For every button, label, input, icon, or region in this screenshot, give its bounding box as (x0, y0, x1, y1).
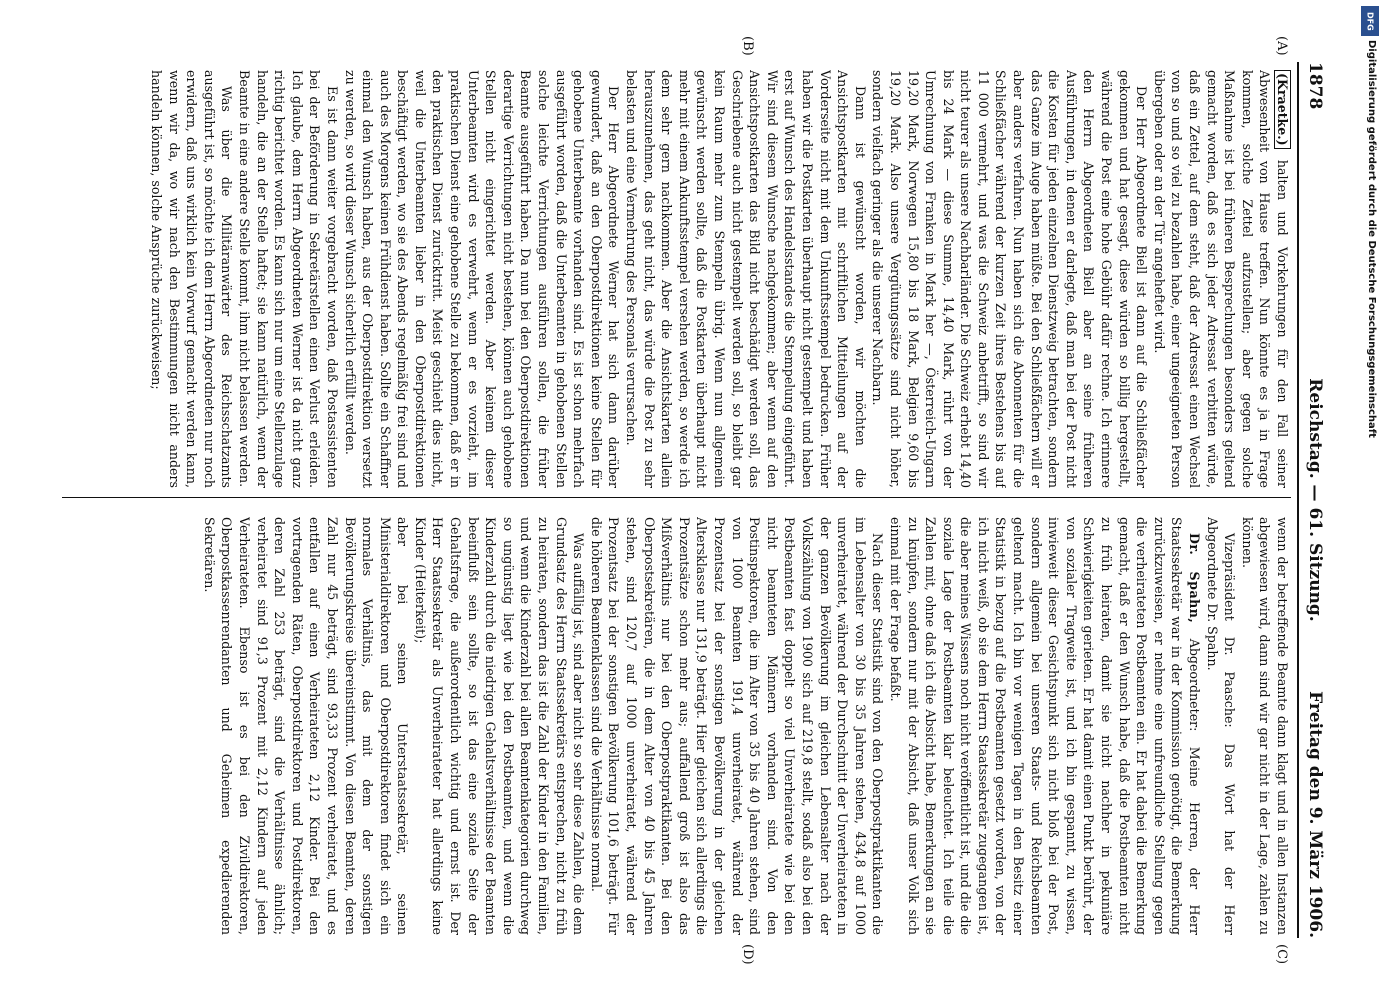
header-rule (1297, 62, 1299, 938)
margin-mark-c: (C) (1274, 944, 1289, 965)
digitization-note-text: Digitalisierung gefördert durch die Deutsche Forschungsgemeinschaft (1366, 40, 1377, 438)
paragraph-text: Abgeordneter: Meine Herren, der Herr Staatssekretär war in der Kommission genötigt, die Bemerkung zurückzuweisen, er nehme eine unfreundliche Stellung gegen die verheirateten Postbeamten ein. Er hat dabei die Bemerkung gemacht, daß er den Wunsch habe, daß die Postbeamten nicht zu früh heiraten, damit sie nicht nachher in pekuniäre Schwierigkeiten gerieten. Er hat damit einen Punkt berührt, der von sozialer Tragweite ist, und ich bin gespannt, zu wissen, inwieweit dieser Gesichtspunkt sich nicht bloß bei der Post, sondern allgemein bei unseren Staats- und Reichsbeamten geltend macht. Ich bin vor wenigen Tagen in den Besitz einer Statistik in bezug auf die Postbeamten gesetzt worden, von der ich nicht weiß, ob sie dem Herrn Staatssekretär zugegangen ist, die aber meines Wissens noch nicht veröffentlicht ist, und die die soziale Lage der Postbeamten klar beleuchtet. Ich teile die Zahlen mit, ohne daß ich die Absicht habe, Bemerkungen an sie zu knüpfen, sondern nur mit der Absicht, daß unser Volk sich einmal mit der Frage befaßt. (887, 517, 1203, 935)
paragraph: Es ist dann weiter vorgebracht worden, daß Postassistenten bei der Beförderung in Sekretärstellen einen Verlust erleiden. Ich glaube, dem Herrn Abgeordneten Werner ist da nicht ganz richtig berichtet worden. Es kann sich nur um eine Stellenzulage handeln, die an der Stelle haftet; sie kann natürlich, wenn der Beamte in eine andere Stelle kommt, ihm nicht belassen werden. (236, 70, 340, 488)
left-column (62, 70, 1291, 488)
paragraph: Der Herr Abgeordnete Biell ist dann auf die Schließfächer gekommen und hat gesagt, diese würden so billig hergestellt, während die Post eine hohe Gebühr dafür rechne. Ich erinnere den Herrn Abgeordneten Biell aber an seine früheren Ausführungen, in denen er darlegte, daß man bei der Post nicht die Kosten für jeden einzelnen Dienstzweig betrachten, sondern das Ganze im Auge haben müßte. Bei den Schließfächern will er aber anders verfahren. Nun haben sich die Abonnenten für die Schließfächer während der kurzen Zeit ihres Bestehens bis auf 11 000 vermehrt, und was die Schweiz anbetrifft, so sind wir nicht teurer als unsere Nachbarländer. Die Schweiz erhebt 14,40 bis 24 Mark — diese Summe, 14,40 Mark, rührt von der Umrechnung von Franken in Mark her —, Österreich-Ungarn 19,20 Mark, Norwegen 15,80 bis 18 Mark, Belgien 9,60 bis 19,20 Mark. Also unsere Vergütungssätze sind nicht höher, sondern vielfach geringer als die unserer Nachbarn. (870, 70, 1150, 488)
paragraph: Was über die Militäranwärter des Reichsschatzamts ausgeführt ist, so möchte ich dem Herrn Abgeordneten nur noch erwidern, daß uns wirklich kein Vorwurf gemacht werden kann, wenn wir da, wo wir nach den Bestimmungen nicht anders handeln können, solche Ansprüche zurückweisen; (149, 70, 235, 488)
margin-mark-d: (D) (740, 944, 755, 965)
right-column (62, 517, 1291, 935)
paragraph: Dann ist gewünscht worden, wir möchten die Ansichtspostkarten mit schriftlichen Mitteilungen auf der Vorderseite nicht mit dem Unkunftsstempel bedrucken. Früher haben wir die Postkarten überhaupt nicht gestempelt und haben erst auf Wunsch des Handelsstandes die Stempelung eingeführt. Wir sind diesem Wunsche nachgekommen; aber wenn auf den Ansichtspostkarten das Bild nicht beschädigt werden soll, das Geschriebene auch nicht gestempelt werden soll, so bleibt gar kein Raum mehr zum Stempeln übrig. Wenn nun allgemein gewünscht werden sollte, daß die Postkarten überhaupt nicht mehr mit einem Ankunftsstempel versehen werden, so werde ich dem sehr gern nachkommen. Aber die Ansichtskarten allein herauszunehmen, das geht nicht, das würde die Post zu sehr belasten und eine Vermehrung des Personals verursachen. (624, 70, 868, 488)
paragraph-text: halten und Vorkehrungen für den Fall seiner Abwesenheit von Hause treffen. Nun könnte es ja in Frage kommen, solche Zettel aufzustellen; aber gegen solche Maßnahme ist bei früheren Besprechungen besonders geltend gemacht worden, daß es sich jeder Adressat verbitten würde, daß ein Zettel, auf dem steht, daß der Adressat einen Wechsel von so und so viel zu bezahlen habe, einer ungeeigneten Person übergeben oder an der Tür angeheftet wird. (1151, 70, 1290, 488)
page-number: 1878 (1305, 62, 1325, 110)
page-header (1301, 62, 1325, 938)
paragraph: Der Herr Abgeordnete Werner hat sich dann darüber gewundert, daß an den Oberpostdirektionen keine Stellen für gehobene Unterbeamte vorhanden sind. Es ist schon mehrfach ausgeführt worden, daß die Unterbeamten in gehobenen Stellen solche leichte Verrichtungen ausführen sollen, die früher Beamte ausgeführt haben. Da nun bei den Oberpostdirektionen derartige Verrichtungen nicht bestehen, können auch gehobene Stellen nicht eingerichtet werden. Aber keinem dieser Unterbeamten wird es verwehrt, wenn er es vorzieht, im praktischen Dienst eine gehobene Stelle zu bekommen, daß er in den praktischen Dienst zurücktritt. Meist geschieht dies nicht, weil die Unterbeamten lieber in den Oberpostdirektionen beschäftigt werden, wo sie des Abends regelmäßig frei sind und auch des Morgens keinen Frühdienst haben. Sollte ein Schaffner einmal den Wunsch haben, aus der Oberpostdirektion versetzt zu werden, so wird dieser Wunsch sicherlich erfüllt werden. (342, 70, 622, 488)
digitization-note (1363, 40, 1377, 980)
paragraph: Was auffällig ist, sind aber nicht so sehr diese Zahlen, die dem Grundsatz des Herrn Staatssekretärs entsprechen, nicht zu früh zu heiraten, sondern das ist die Zahl der Kinder in den Familien, und wenn die Kinderzahl bei allen Beamtenkategorien durchweg so ungünstig liegt wie bei den Postbeamten, und wenn die Kinderzahl durch die niedrigen Gehaltsverhältnisse der Beamten beeinflußt sein sollte, so ist das eine soziale Seite der Gehaltsfrage, die außerordentlich wichtig und ernst ist. Der Herr Staatssekretär als Unverheirateter hat allerdings keine Kinder (Heiterkeit); (412, 517, 587, 935)
paragraph: wenn der betreffende Beamte dann klagt und in allen Instanzen abgewiesen wird, dann sind wir gar nicht in der Lage, zahlen zu können. (1239, 517, 1290, 935)
margin-mark-a: (A) (1274, 36, 1289, 56)
session-date: Freitag den 9. März 1906. (1305, 691, 1325, 938)
column-divider (62, 497, 1291, 498)
margin-mark-b: (B) (740, 36, 755, 56)
paragraph: Vizepräsident Dr. Paasche: Das Wort hat der Herr Abgeordnete Dr. Spahn. (1204, 517, 1238, 935)
speaker-label: Dr. Spahn, (1187, 533, 1203, 624)
dfg-logo-icon: DFG (1361, 6, 1379, 36)
session-title: Reichstag. — 61. Sitzung. (1305, 378, 1325, 622)
paragraph: aber bei seinen Unterstaatssekretär, seinen Ministerialdirektoren und Oberpostdirektoren findet sich ein normales Verhältnis, das mit dem der sonstigen Bevölkerungskreise übereinstimmt. Von diesen Beamten, deren Zahl nur 45 beträgt, sind 93,33 Prozent verheiratet, und es entfallen auf einen Verheirateten 2,12 Kinder. Bei den vortragenden Räten, Oberpostdirektoren und Postdirektoren, deren Zahl 253 beträgt, sind die Verhältnisse ähnlich; verheiratet sind 91,3 Prozent mit 2,12 Kindern auf jeden Verheirateten. Ebenso ist es bei den Zivildirektoren, Oberpostkassenrendanten und Geheimen expedierenden Sekretären. (201, 517, 411, 935)
paragraph (1150, 70, 1291, 488)
speaker-label: (Kraetke.) (1274, 70, 1291, 149)
paragraph: Nach dieser Statistik sind von den Oberpostpraktikanten die im Lebensalter von 30 bis 35 Jahren stehen, 434,8 auf 1000 unverheiratet, während der Durchschnitt der Unverheirateten in der ganzen Bevölkerung im gleichen Lebensalter nach der Volkszählung von 1900 sich auf 219,8 stellt, sodaß also bei den Postbeamten fast doppelt so viel Unverheiratete wie bei den nicht beamteten Männern vorhanden sind. Von den Postinspektoren, die im Alter von 35 bis 40 Jahren stehen, sind von 1000 Beamten 191,4 unverheiratet, während der Prozentsatz bei der sonstigen Bevölkerung in der gleichen Altersklasse nur 131,9 beträgt. Hier gleichen sich allerdings die Prozentsätze schon mehr aus; auffallend groß ist also das Mißverhältnis nur bei den Oberpostpraktikanten. Bei den Oberpostsekretären, die in dem Alter von 40 bis 45 Jahren stehen, sind 120,7 auf 1000 unverheiratet, während der Prozentsatz bei der sonstigen Bevölkerung 101,6 beträgt. Für die höheren Beamtenklassen sind die Verhältnisse normal. (588, 517, 886, 935)
paragraph (886, 517, 1203, 935)
